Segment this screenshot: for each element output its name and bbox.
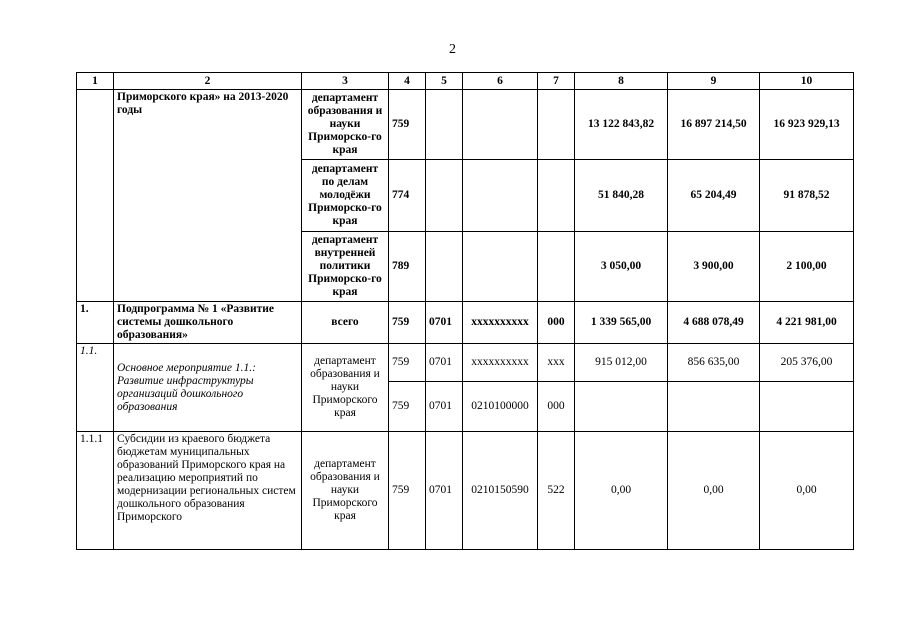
header-col-8: 8 xyxy=(575,73,668,90)
cell-value-9: 856 635,00 xyxy=(668,344,760,382)
cell-value-8: 1 339 565,00 xyxy=(575,302,668,344)
cell-rzpr: 0701 xyxy=(426,432,463,550)
subprogram-title: Подпрограмма № 1 «Развитие системы дошкольного образования» xyxy=(114,302,302,344)
cell-rzpr: 0701 xyxy=(426,344,463,382)
cell-grbs: 759 xyxy=(389,90,426,160)
cell-value-8: 51 840,28 xyxy=(575,160,668,232)
cell-value-10: 205 376,00 xyxy=(760,344,854,382)
cell-csr: хххххххххх xyxy=(463,344,538,382)
cell-rzpr: 0701 xyxy=(426,382,463,432)
header-col-2: 2 xyxy=(114,73,302,90)
cell-vr: ххх xyxy=(538,344,575,382)
header-col-9: 9 xyxy=(668,73,760,90)
header-col-5: 5 xyxy=(426,73,463,90)
program-title-continuation: Приморского края» на 2013-2020 годы xyxy=(114,90,302,302)
cell-grbs: 759 xyxy=(389,302,426,344)
cell-vr xyxy=(538,232,575,302)
table-row xyxy=(77,90,854,160)
cell-value-9: 0,00 xyxy=(668,432,760,550)
cell-value-10: 16 923 929,13 xyxy=(760,90,854,160)
cell-value-8: 3 050,00 xyxy=(575,232,668,302)
cell-dept: всего xyxy=(302,302,389,344)
cell-rzpr xyxy=(426,232,463,302)
header-col-1: 1 xyxy=(77,73,114,90)
table-row xyxy=(77,302,854,344)
cell-csr: 0210150590 xyxy=(463,432,538,550)
cell-dept: департамент внутренней политики Приморско-го края xyxy=(302,232,389,302)
cell-grbs: 759 xyxy=(389,382,426,432)
table-row xyxy=(77,344,854,382)
cell-dept: департамент образования и науки Приморского края xyxy=(302,344,389,432)
cell-vr: 000 xyxy=(538,382,575,432)
cell-num xyxy=(77,90,114,302)
cell-rzpr xyxy=(426,160,463,232)
header-col-4: 4 xyxy=(389,73,426,90)
cell-dept: департамент образования и науки Приморского края xyxy=(302,432,389,550)
cell-value-8: 13 122 843,82 xyxy=(575,90,668,160)
page-number: 2 xyxy=(449,42,456,57)
cell-grbs: 774 xyxy=(389,160,426,232)
cell-rzpr xyxy=(426,90,463,160)
header-row xyxy=(77,73,854,90)
cell-csr xyxy=(463,90,538,160)
cell-value-8: 915 012,00 xyxy=(575,344,668,382)
cell-csr: 0210100000 xyxy=(463,382,538,432)
cell-value-10: 0,00 xyxy=(760,432,854,550)
cell-num: 1.1.1 xyxy=(77,432,114,550)
subsidy-title: Субсидии из краевого бюджета бюджетам муниципальных образований Приморского края на реализацию мероприятий по модернизации региональных систем дошкольного образования Приморского xyxy=(114,432,302,550)
cell-grbs: 759 xyxy=(389,344,426,382)
cell-value-9: 65 204,49 xyxy=(668,160,760,232)
cell-value-10: 2 100,00 xyxy=(760,232,854,302)
header-col-7: 7 xyxy=(538,73,575,90)
cell-csr: хххххххххх xyxy=(463,302,538,344)
cell-vr xyxy=(538,160,575,232)
header-col-3: 3 xyxy=(302,73,389,90)
cell-value-8: 0,00 xyxy=(575,432,668,550)
cell-value-10 xyxy=(760,382,854,432)
cell-csr xyxy=(463,232,538,302)
cell-value-10: 4 221 981,00 xyxy=(760,302,854,344)
cell-csr xyxy=(463,160,538,232)
cell-grbs: 759 xyxy=(389,432,426,550)
cell-value-8 xyxy=(575,382,668,432)
cell-grbs: 789 xyxy=(389,232,426,302)
cell-dept: департамент по делам молодёжи Приморско-го края xyxy=(302,160,389,232)
cell-value-9: 4 688 078,49 xyxy=(668,302,760,344)
cell-value-9 xyxy=(668,382,760,432)
budget-table xyxy=(76,72,854,550)
cell-rzpr: 0701 xyxy=(426,302,463,344)
table-row xyxy=(77,432,854,550)
cell-num: 1.1. xyxy=(77,344,114,432)
cell-vr: 000 xyxy=(538,302,575,344)
cell-dept: департамент образования и науки Приморско-го края xyxy=(302,90,389,160)
header-col-6: 6 xyxy=(463,73,538,90)
cell-value-10: 91 878,52 xyxy=(760,160,854,232)
cell-num: 1. xyxy=(77,302,114,344)
header-col-10: 10 xyxy=(760,73,854,90)
cell-vr xyxy=(538,90,575,160)
cell-value-9: 16 897 214,50 xyxy=(668,90,760,160)
measure-title: Основное мероприятие 1.1.: Развитие инфраструктуры организаций дошкольного образования xyxy=(114,344,302,432)
cell-value-9: 3 900,00 xyxy=(668,232,760,302)
cell-vr: 522 xyxy=(538,432,575,550)
